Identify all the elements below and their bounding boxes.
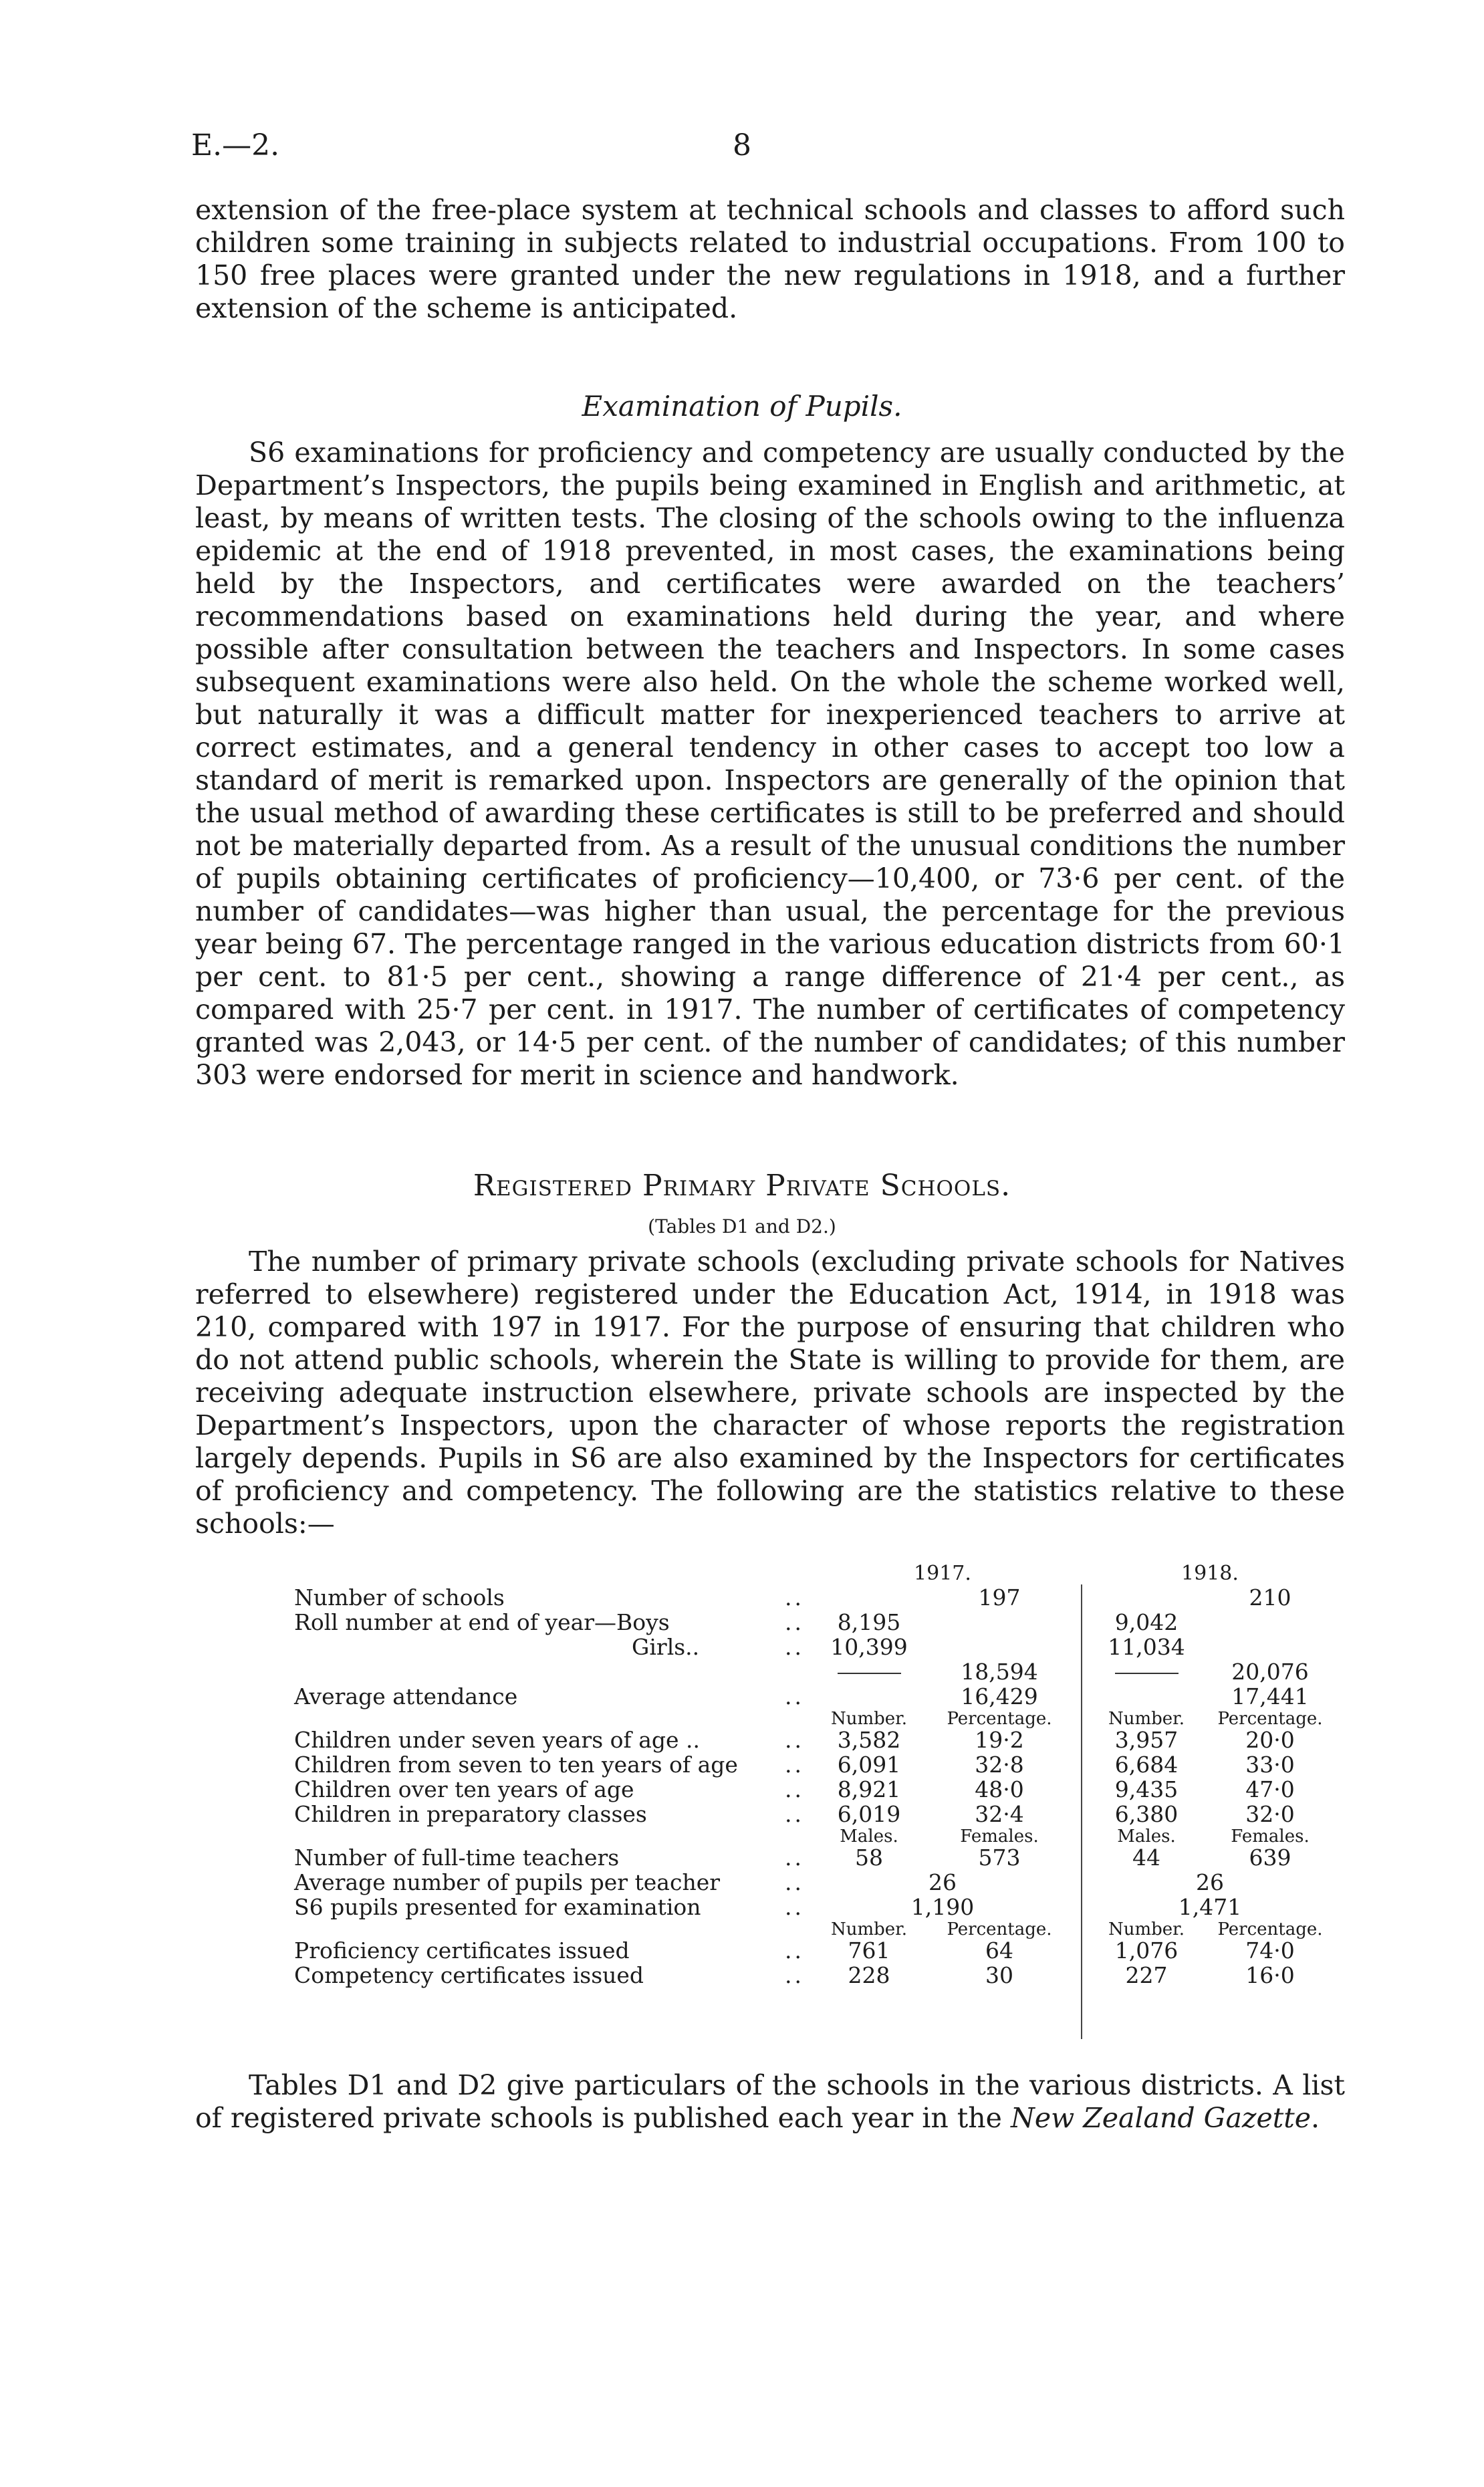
row-label: Number of full-time teachers [294,1845,620,1871]
table-row [294,1752,1344,1777]
value-1917-number: 761 [848,1937,890,1964]
sub-number: Number. [830,1709,908,1729]
leader-dots: .. [785,1584,804,1611]
table-row [294,1802,1344,1826]
table-row [294,1895,1344,1919]
table-row [294,1777,1344,1802]
table-row [294,1610,1344,1635]
row-label: Average attendance [294,1683,518,1709]
value-1918-number: 6,380 [1114,1801,1179,1827]
value-1918-percentage: 47·0 [1245,1776,1295,1802]
sub-percentage: Percentage. [1217,1709,1323,1729]
row-label: Children in preparatory classes [294,1801,647,1827]
value-1917-percentage: 48·0 [975,1776,1024,1802]
value-1917: 10,399 [830,1634,908,1660]
sub-females: Females. [960,1826,1039,1847]
value-1918-percentage: 32·0 [1245,1801,1295,1827]
value-1918: 210 [1249,1584,1291,1611]
leader-dots: .. [785,1634,804,1660]
table-row [294,1845,1344,1870]
value-1918-number: 9,435 [1114,1776,1179,1802]
intro-paragraph: extension of the free-place system at technical schools and classes to afford such children some training in subjects related to industrial occupations. From 100 to 150 free places were granted under the new regulations in 1918, and a further extension of the scheme is anticipated. [195,194,1345,324]
exam-paragraph: S6 examinations for proficiency and competency are usually conducted by the Department’s Inspectors, the pupils being examined in English and arithmetic, at least, by means of written tests. The closing of the schools owing to the influenza epidemic at the end of 1918 prevented, in most cases, the examinations being held by the Inspectors, and certificates were awarded on the teachers’ recommendations based on examinations held during the year, and where possible after consultation between the teachers and Inspectors. In some cases subsequent examinations were also held. On the whole the scheme worked well, but naturally it was a difficult matter for inexperienced teachers to arrive at correct estimates, and a general tendency in other cases to accept too low a standard of merit is remarked upon. Inspectors are generally of the opinion that the usual method of awarding these certificates is still to be preferred and should not be materially departed from. As a result of the unusual conditions the number of pupils obtaining certificates of proficiency—10,400, or 73·6 per cent. of the number of candidates—was higher than usual, the percentage for the previous year being 67. The percentage ranged in the various education districts from 60·1 per cent. to 81·5 per cent., showing a range difference of 21·4 per cent., as compared with 25·7 per cent. in 1917. The number of certificates of competency granted was 2,043, or 14·5 per cent. of the number of candidates; of this number 303 were endorsed for merit in science and handwork. [195,437,1345,1091]
value-1917: 18,594 [961,1659,1038,1685]
leader-dots: .. [785,1894,804,1920]
row-label: Average number of pupils per teacher [294,1869,721,1895]
value-1917-females: 573 [978,1845,1021,1871]
sub-males: Males. [1117,1826,1176,1847]
row-label: Number of schools [294,1584,505,1611]
value-1918-females: 639 [1249,1845,1291,1871]
value-1917-percentage: 32·8 [975,1752,1024,1778]
sub-percentage: Percentage. [947,1709,1052,1729]
leader-dots: .. [785,1776,804,1802]
table-row [294,1963,1344,1988]
closing-text: Tables D1 and D2 give particulars of the schools in the various districts. A list of registered private schools is published each year in the [195,2069,1345,2134]
value-1917-number: 3,582 [837,1727,901,1753]
sum-rule [838,1673,901,1674]
value-1918: 17,441 [1231,1683,1309,1709]
private-schools-heading: Registered Primary Private Schools. [473,1169,1011,1203]
leader-dots: .. [785,1752,804,1778]
row-label: Competency certificates issued [294,1962,644,1988]
row-label: Girls.. [632,1634,700,1660]
value-1918-number: 3,957 [1114,1727,1179,1753]
leader-dots: .. [785,1683,804,1709]
value-1918-percentage: 20·0 [1245,1727,1295,1753]
value-1917-number: 6,019 [837,1801,901,1827]
page-number: 8 [733,128,751,162]
value-1918: 1,471 [1178,1894,1242,1920]
sub-males: Males. [840,1826,898,1847]
row-label: Children from seven to ten years of age [294,1752,738,1778]
value-1918: 11,034 [1108,1634,1185,1660]
sub-number: Number. [830,1919,908,1939]
value-1917: 8,195 [837,1609,901,1635]
value-1917: 26 [929,1869,957,1895]
value-1917: 1,190 [910,1894,975,1920]
row-label: Children under seven years of age .. [294,1727,701,1753]
value-1918: 20,076 [1231,1659,1309,1685]
private-schools-paragraph: The number of primary private schools (excluding private schools for Natives referred to elsewhere) registered under the Education Act, 1914, in 1918 was 210, compared with 197 in 1917. For the purpose of ensuring that children who do not attend public schools, wherein the State is willing to provide for them, are receiving adequate instruction elsewhere, private schools are inspected by the Department’s Inspectors, upon the character of whose reports the registration largely depends. Pupils in S6 are also examined by the Inspectors for certificates of proficiency and competency. The following are the statistics relative to these schools:— [195,1246,1345,1540]
value-1917-males: 58 [855,1845,883,1871]
value-1918-percentage: 74·0 [1245,1937,1295,1964]
table-row [294,1659,1344,1684]
leader-dots: .. [785,1962,804,1988]
value-1918-percentage: 16·0 [1245,1962,1295,1988]
gazette-title: New Zealand Gazette [1010,2102,1311,2134]
sub-percentage: Percentage. [947,1919,1052,1939]
closing-paragraph [195,2069,1345,2135]
leader-dots: .. [785,1845,804,1871]
leader-dots: .. [785,1869,804,1895]
leader-dots: .. [785,1727,804,1753]
sub-number: Number. [1108,1919,1185,1939]
table-row [294,1635,1344,1659]
row-label: Roll number at end of year—Boys [294,1609,670,1635]
row-label: S6 pupils presented for examination [294,1894,701,1920]
row-label: Children over ten years of age [294,1776,634,1802]
table-row [294,1585,1344,1610]
value-1918-males: 44 [1132,1845,1160,1871]
sum-rule [1115,1673,1179,1674]
row-label: Proficiency certificates issued [294,1937,630,1964]
private-schools-subheading: (Tables D1 and D2.) [648,1215,836,1237]
value-1918-number: 1,076 [1114,1937,1179,1964]
table-row [294,1938,1344,1963]
leader-dots: .. [785,1937,804,1964]
value-1917-number: 8,921 [837,1776,901,1802]
exam-heading: Examination of Pupils. [582,390,902,423]
closing-period: . [1310,2102,1320,2134]
value-1917-percentage: 32·4 [975,1801,1024,1827]
table-row [294,1728,1344,1752]
value-1918: 9,042 [1114,1609,1179,1635]
table-row [294,1684,1344,1709]
table-row [294,1870,1344,1895]
value-1917-number: 228 [848,1962,890,1988]
value-1917-percentage: 64 [985,1937,1013,1964]
value-1917: 16,429 [961,1683,1038,1709]
leader-dots: .. [785,1801,804,1827]
value-1918: 26 [1196,1869,1224,1895]
sub-number: Number. [1108,1709,1185,1729]
value-1917: 197 [978,1584,1021,1611]
value-1918-number: 6,684 [1114,1752,1179,1778]
value-1917-percentage: 19·2 [975,1727,1024,1753]
value-1917-number: 6,091 [837,1752,901,1778]
year-1918: 1918. [1181,1562,1239,1585]
sub-percentage: Percentage. [1217,1919,1323,1939]
year-1917: 1917. [914,1562,971,1585]
sub-females: Females. [1231,1826,1310,1847]
value-1918-percentage: 33·0 [1245,1752,1295,1778]
value-1918-number: 227 [1125,1962,1168,1988]
leader-dots: .. [785,1609,804,1635]
statistics-table [294,1561,1344,2042]
document-reference: E.—2. [191,128,280,162]
value-1917-percentage: 30 [985,1962,1013,1988]
year-header-row [294,1561,1344,1586]
